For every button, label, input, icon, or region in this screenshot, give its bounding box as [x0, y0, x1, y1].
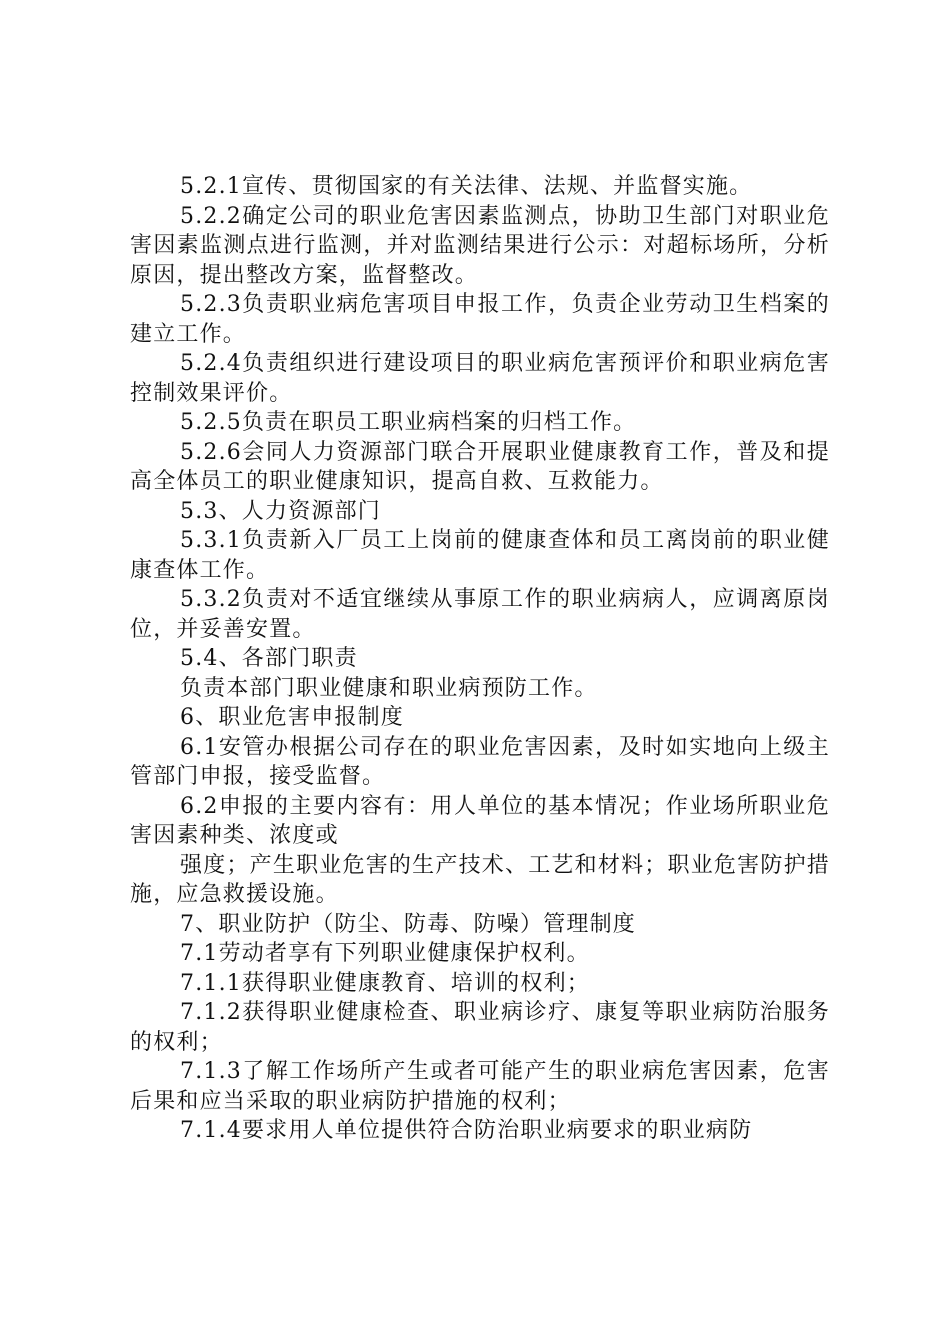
paragraph-5-3-2: 5.3.2负责对不适宜继续从事原工作的职业病病人，应调离原岗位，并妥善安置。	[130, 587, 830, 642]
paragraph-7-1-1: 7.1.1获得职业健康教育、培训的权利；	[180, 970, 590, 996]
paragraph-5-2-5: 5.2.5负责在职员工职业病档案的归档工作。	[180, 410, 637, 435]
heading-7: 7、职业防护（防尘、防毒、防噪）管理制度	[180, 911, 636, 937]
paragraph-7-1-2: 7.1.2获得职业健康检查、职业病诊疗、康复等职业病防治服务的权利；	[130, 1000, 830, 1055]
paragraph-7-1: 7.1劳动者享有下列职业健康保护权利。	[180, 941, 590, 966]
paragraph-5-3-1: 5.3.1负责新入厂员工上岗前的健康查体和员工离岗前的职业健康查体工作。	[130, 528, 830, 583]
paragraph-5-2-3: 5.2.3负责职业病危害项目申报工作，负责企业劳动卫生档案的建立工作。	[130, 292, 830, 347]
paragraph-5-2-4: 5.2.4负责组织进行建设项目的职业病危害预评价和职业病危害控制效果评价。	[130, 351, 830, 406]
heading-6: 6、职业危害申报制度	[180, 705, 404, 730]
paragraph-6-2: 6.2申报的主要内容有：用人单位的基本情况；作业场所职业危害因素种类、浓度或	[130, 793, 830, 848]
paragraph-7-1-3: 7.1.3了解工作场所产生或者可能产生的职业病危害因素，危害后果和应当采取的职业病防护措施的权利；	[130, 1059, 830, 1114]
paragraph-5-2-6: 5.2.6会同人力资源部门联合开展职业健康教育工作，普及和提高全体员工的职业健康知识，提高自救、互救能力。	[130, 439, 830, 494]
heading-5-4: 5.4、各部门职责	[180, 646, 358, 671]
heading-5-3: 5.3、人力资源部门	[180, 498, 381, 524]
paragraph-5-2-2: 5.2.2确定公司的职业危害因素监测点，协助卫生部门对职业危害因素监测点进行监测，并对监测结果进行公示：对超标场所，分析原因，提出整改方案，监督整改。	[130, 203, 830, 288]
paragraph-6-2-continued: 强度；产生职业危害的生产技术、工艺和材料；职业危害防护措施，应急救援设施。	[130, 852, 830, 907]
paragraph-7-1-4: 7.1.4要求用人单位提供符合防治职业病要求的职业病防	[180, 1118, 753, 1143]
document-body	[130, 172, 830, 1146]
paragraph-5-2-1: 5.2.1宣传、贯彻国家的有关法律、法规、并监督实施。	[180, 174, 753, 199]
paragraph-6-1: 6.1安管办根据公司存在的职业危害因素，及时如实地向上级主管部门申报，接受监督。	[130, 734, 830, 789]
paragraph-5-4-body: 负责本部门职业健康和职业病预防工作。	[180, 675, 598, 701]
